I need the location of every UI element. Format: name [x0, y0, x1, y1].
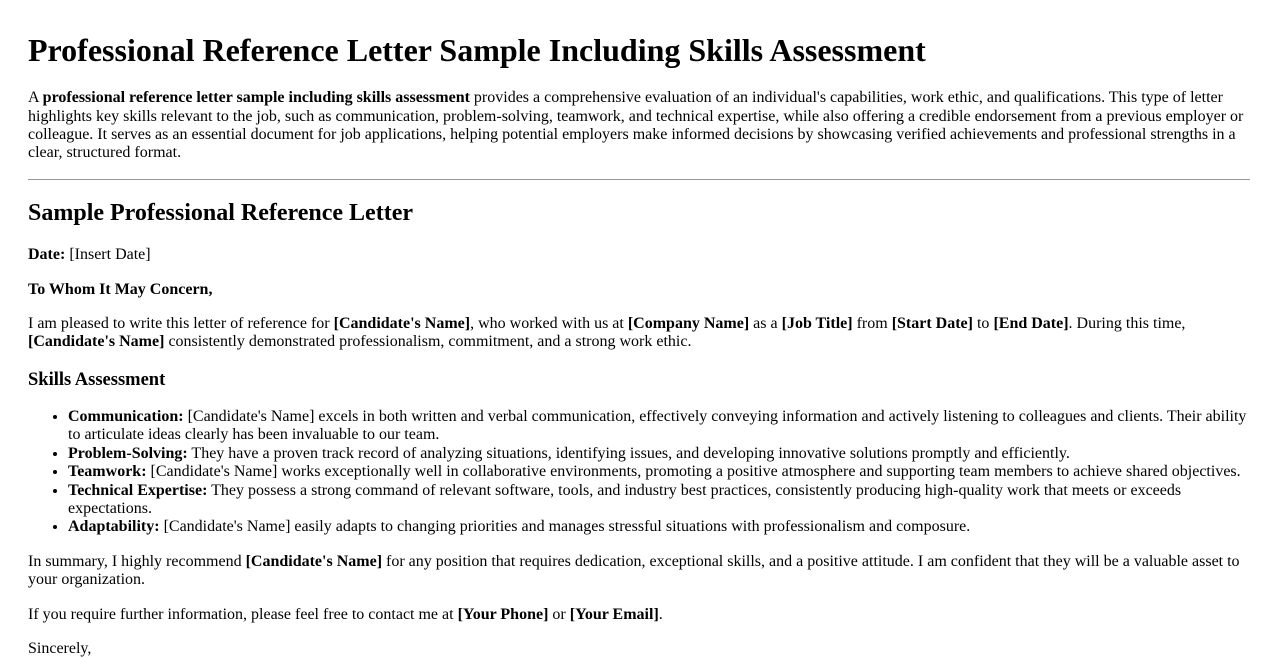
salutation-text: To Whom It May Concern,	[28, 280, 213, 298]
letter-section-heading: Sample Professional Reference Letter	[28, 199, 413, 226]
opening-paragraph: I am pleased to write this letter of reference for [Candidate's Name], who worked with us at [Company Name] as a [Job Title] from [Start Date] to [End Date]. During this time, [Candidate's Name] consistently demonstrated professionalism, commitment, and a strong work ethic.	[28, 314, 1186, 351]
page-title: Professional Reference Letter Sample Including Skills Assessment	[28, 32, 926, 68]
skill-item-technical-expertise: • Technical Expertise: They possess a strong command of relevant software, tools, and industry best practices, consistently producing high-quality work that meets or exceeds expectations.	[68, 482, 1250, 519]
skill-item-problem-solving: • Problem-Solving: They have a proven track record of analyzing situations, identifying issues, and developing innovative solutions promptly and efficiently.	[68, 445, 1250, 463]
summary-paragraph: In summary, I highly recommend [Candidate's Name] for any position that requires dedication, exceptional skills, and a positive attitude. I am confident that they will be a valuable asset to your organization.	[28, 552, 1240, 589]
skill-item-teamwork: • Teamwork: [Candidate's Name] works exceptionally well in collaborative environments, promoting a positive atmosphere and supporting team members to achieve shared objectives.	[68, 463, 1250, 481]
contact-paragraph: If you require further information, please feel free to contact me at [Your Phone] or [Your Email].	[28, 605, 663, 623]
closing-line: Sincerely,	[28, 639, 92, 657]
section-divider	[28, 179, 1250, 180]
intro-paragraph: A professional reference letter sample including skills assessment provides a comprehensive evaluation of an individual's capabilities, work ethic, and qualifications. This type of letter highlights key skills relevant to the job, such as communication, problem-solving, teamwork, and technical expertise, while also offering a credible endorsement from a previous employer or colleague. It serves as an essential document for job applications, helping potential employers make informed decisions by showcasing verified achievements and professional strengths in a clear, structured format.	[28, 89, 1244, 162]
date-line: Date: [Insert Date]	[28, 246, 151, 264]
salutation	[28, 281, 1250, 299]
skill-item-adaptability: • Adaptability: [Candidate's Name] easily adapts to changing priorities and manages stressful situations with professionalism and composure.	[68, 518, 1250, 536]
skill-item-communication: • Communication: [Candidate's Name] excels in both written and verbal communication, effectively conveying information and actively listening to colleagues and clients. Their ability to articulate ideas clearly has been invaluable to our team.	[68, 408, 1250, 445]
skills-list	[28, 408, 1250, 537]
skills-assessment-heading: Skills Assessment	[28, 369, 166, 390]
